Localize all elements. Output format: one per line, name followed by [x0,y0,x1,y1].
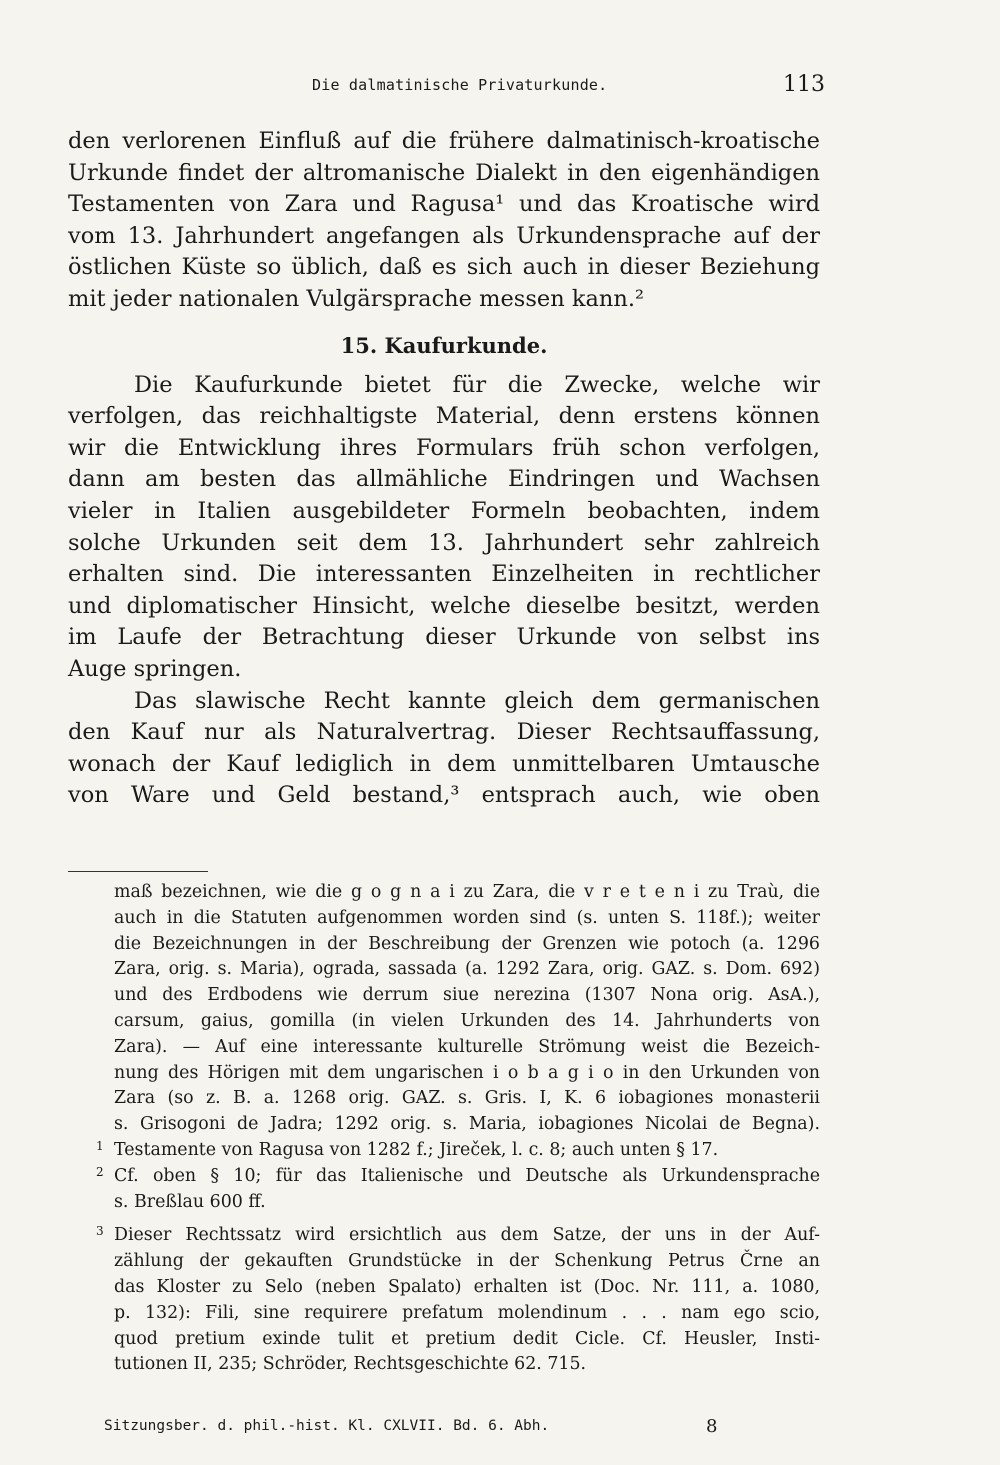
text-line: erhalten sind. Die interessanten Einzelheiten in rechtlicher [68,561,820,588]
footnote-line: nung des Hörigen mit dem ungarischen i o b a g i o in den Urkunden von [114,1062,820,1083]
footnote-line: Zara). — Auf eine interessante kulturelle Strömung weist die Bezeich- [114,1036,820,1057]
text-line: Die Kaufurkunde bietet für die Zwecke, welche wir [134,371,820,398]
footnote-text: Dieser Rechtssatz wird ersichtlich aus dem Satze, der uns in der Auf- [114,1225,820,1246]
footnote-rule [68,871,208,872]
text-line: und diplomatischer Hinsicht, welche dieselbe besitzt, werden [68,592,820,619]
running-head [0,74,1000,100]
footnote-text: Cf. oben § 10; für das Italienische und Deutsche als Urkundensprache [114,1165,820,1186]
text-line: Das slawische Recht kannte gleich dem germanischen [134,687,820,714]
footnote-text: Testamente von Ragusa von 1282 f.; Jireček, l. c. 8; auch unten § 17. [114,1139,719,1160]
text-line: Urkunde findet der altromanische Dialekt in den eigenhändigen [68,159,820,186]
footnote-line: zählung der gekauften Grundstücke in der Schenkung Petrus Črne an [114,1251,820,1272]
text-line: vom 13. Jahrhundert angefangen als Urkundensprache auf der [68,222,820,249]
text-line: Testamenten von Zara und Ragusa¹ und das Kroatische wird [68,191,820,218]
main-text [68,126,820,812]
footnote-3 [68,1223,820,1249]
footnote-line: quod pretium exinde tulit et pretium dedit Cicle. Cf. Heusler, Insti- [114,1328,820,1349]
page-number: 113 [783,72,825,97]
footnote-line: die Bezeichnungen in der Beschreibung der Grenzen wie potoch (a. 1296 [114,933,820,954]
text-line: von Ware und Geld bestand,³ entsprach auch, wie oben [68,782,820,809]
text-line: dann am besten das allmähliche Eindringen und Wachsen [68,466,820,493]
footnote-1 [68,1138,820,1164]
text-line: verfolgen, das reichhaltigste Material, denn erstens können [68,403,820,430]
footnote-line: p. 132): Fili, sine requirere prefatum molendinum . . . nam ego scio, [114,1302,820,1323]
footnote-marker: 3 [96,1224,104,1239]
text-line: mit jeder nationalen Vulgärsprache messen kann.² [68,285,645,312]
text-line: östlichen Küste so üblich, daß es sich auch in dieser Beziehung [68,254,820,281]
footnote-line: maß bezeichnen, wie die g o g n a i zu Zara, die v r e t e n i zu Traù, die [114,882,820,902]
footnote-2 [68,1164,820,1190]
text-line: den Kauf nur als Naturalvertrag. Dieser Rechtsauffassung, [68,719,820,746]
footnote-line: und des Erdbodens wie derrum siue nerezina (1307 Nona orig. AsA.), [114,985,820,1006]
footnote-line: tutionen II, 235; Schröder, Rechtsgeschichte 62. 715. [114,1354,587,1375]
footnote-line: Zara, orig. s. Maria), ograda, sassada (a. 1292 Zara, orig. GAZ. s. Dom. 692) [114,959,820,980]
text-line: vieler in Italien ausgebildeter Formeln beobachten, indem [68,497,820,524]
text-line: den verlorenen Einfluß auf die frühere dalmatinisch-kroatische [68,128,820,154]
text-line: wonach der Kauf lediglich in dem unmittelbaren Umtausche [68,750,820,777]
footnote-marker: 2 [96,1164,104,1179]
text-line: solche Urkunden seit dem 13. Jahrhundert sehr zahlreich [68,529,820,556]
running-title: Die dalmatinische Privaturkunde. [312,76,608,94]
footnotes [68,880,820,1378]
text-line: wir die Entwicklung ihres Formulars früh schon verfolgen, [68,434,820,461]
footnote-line: carsum, gaius, gomilla (in vielen Urkunden des 14. Jahrhunderts von [114,1010,820,1031]
text-line: im Laufe der Betrachtung dieser Urkunde von selbst ins [68,624,820,651]
footnote-line: s. Grisogoni de Jadra; 1292 orig. s. Maria, iobagiones Nicolai de Begna). [114,1114,820,1135]
printer-signature [0,1418,1000,1440]
signature-number: 8 [706,1416,718,1437]
footnote-line: auch in die Statuten aufgenommen worden sind (s. unten S. 118f.); weiter [114,907,820,928]
footnote-line: Zara (so z. B. a. 1268 orig. GAZ. s. Gris. I, K. 6 iobagiones monasterii [114,1088,820,1109]
footnote-marker: 1 [96,1138,104,1153]
signature-text: Sitzungsber. d. phil.-hist. Kl. CXLVII. Bd. 6. Abh. [104,1418,550,1434]
section-heading: 15. Kaufurkunde. [340,332,548,358]
footnote-line: s. Breßlau 600 ff. [114,1191,266,1212]
text-line: Auge springen. [68,655,242,682]
footnote-line: das Kloster zu Selo (neben Spalato) erhalten ist (Doc. Nr. 111, a. 1080, [114,1276,820,1297]
